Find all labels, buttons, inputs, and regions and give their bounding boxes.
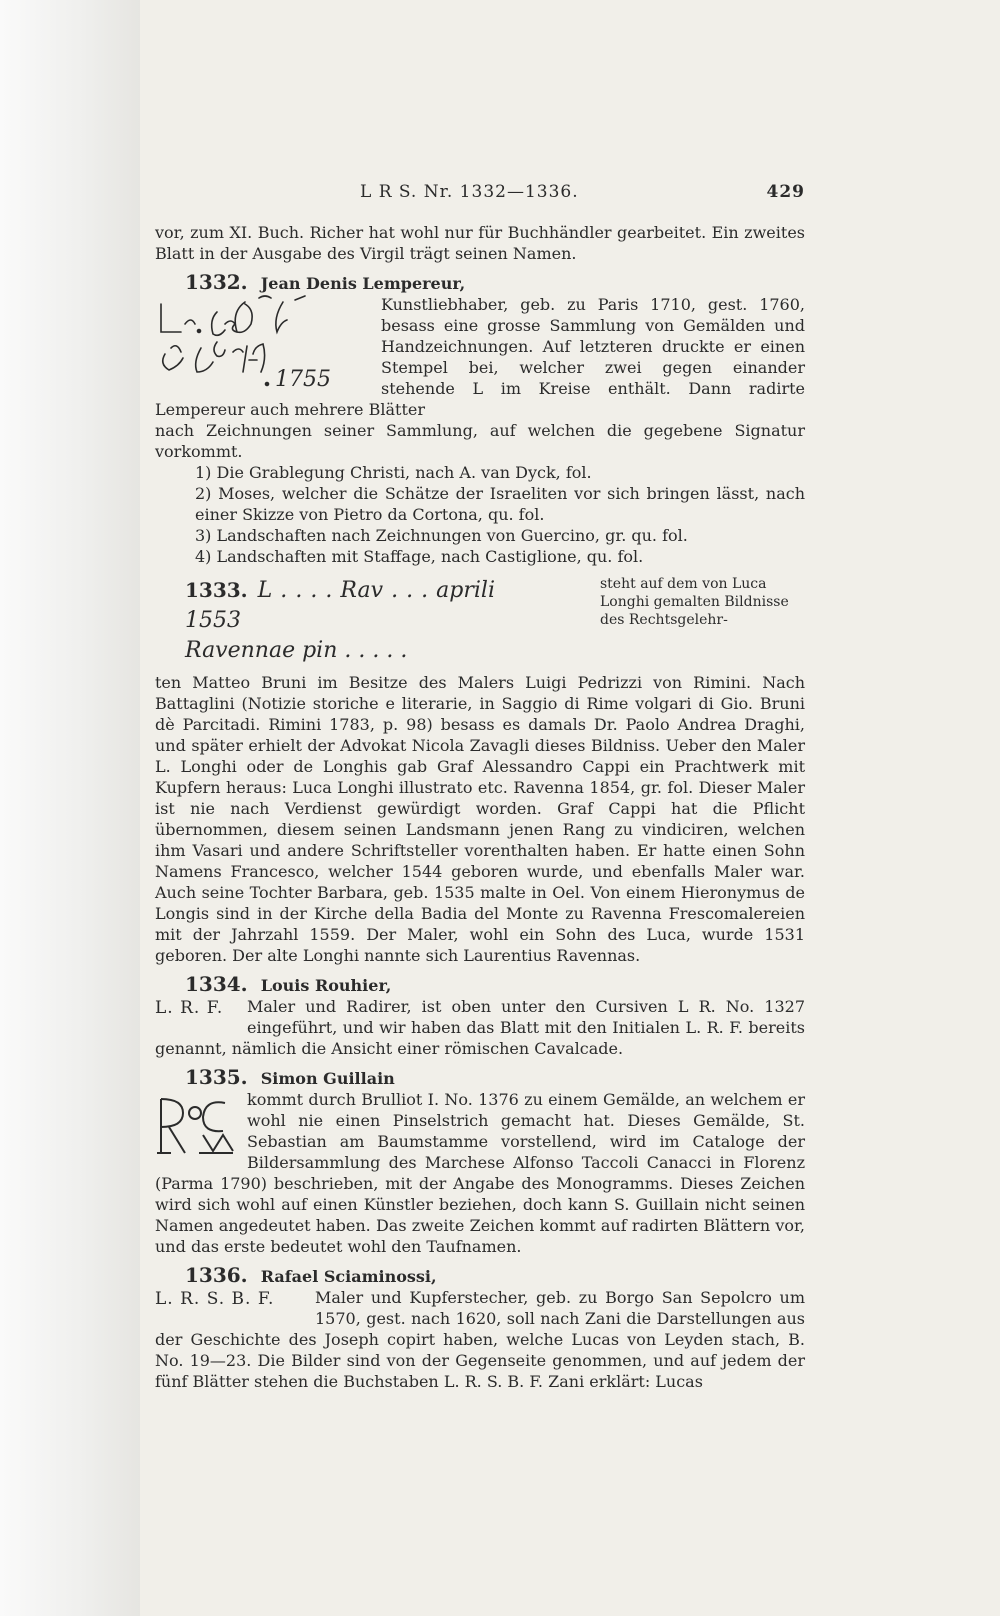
list-item: 2) Moses, welcher die Schätze der Israeliten vor sich bringen lässt, nach einer Skizze von Pietro da Cortona, qu. fol. <box>195 484 805 524</box>
ligature-monogram-icon <box>155 1091 237 1161</box>
page-gutter <box>0 0 140 1616</box>
artist-name: Jean Denis Lempereur, <box>260 274 466 293</box>
entry-1334 <box>155 974 805 1059</box>
entry-text: ten Matteo Bruni im Besitze des Malers Luigi Pedrizzi von Rimini. Nach Battaglini (Notizie storiche e literarie, in Saggio di Rime volgari di Gio. Bruni dè Parcitadi. Rimini 1783, p. 98) besass es damals Dr. Paolo Andrea Draghi, und später erhielt der Advokat Nicola Zavagli dieses Bildniss. Ueber den Maler L. Longhi oder de Longhis gab Graf Alessandro Cappi ein Prachtwerk mit Kupfern heraus: Luca Longhi illustrato etc. Ravenna 1854, gr. fol. Dieser Maler ist nie nach Verdienst gewürdigt worden. Graf Cappi hat die Pflicht übernommen, diesem seinen Landsmann jenen Rang zu vindiciren, welchen ihm Vasari und andere Schriftsteller vorenthalten haben. Er hatte einen Sohn Namens Francesco, welcher 1544 geboren wurde, und ebenfalls Maler war. Auch seine Tochter Barbara, geb. 1535 malte in Oel. Von einem Hieronymus de Longis sind in der Kirche della Badia del Monte zu Ravenna Frescomalereien mit der Jahrzahl 1559. Der Maler, wohl ein Sohn des Luca, wurde 1531 geboren. Der alte Longhi nannte sich Laurentius Ravennas. <box>155 673 805 965</box>
monogram-text: L. R. F. <box>155 998 224 1018</box>
entry-text: Kunstliebhaber, geb. zu Paris 1710, gest. 1760, besass eine grosse Sammlung von Gemälden und Handzeichnungen. Auf letzteren druckte er einen Stempel bei, welcher zwei gegen einander stehende L im Kreise enthält. Dann radirte Lempereur auch mehrere Blätter <box>155 295 805 419</box>
running-header <box>155 182 805 222</box>
intro-paragraph: vor, zum XI. Buch. Richer hat wohl nur für Buchhändler gearbeitet. Ein zweites Blatt in der Ausgabe des Virgil trägt seinen Namen. <box>155 223 805 263</box>
entry-number: 1336. <box>185 1263 248 1287</box>
entry-text: Maler und Kupferstecher, geb. zu Borgo San Sepolcro um 1570, gest. nach 1620, soll nach Zani die Darstellungen aus der Geschichte des Joseph copirt haben, welche Lucas von Leyden stach, B. No. 19—23. Die Bilder sind von der Gegenseite genommen, und auf jedem der fünf Blätter stehen die Buchstaben L. R. S. B. F. Zani erklärt: Lucas <box>155 1288 805 1391</box>
artist-name: Simon Guillain <box>260 1069 395 1088</box>
entry-1335 <box>155 1067 805 1257</box>
entry-text: kommt durch Brulliot I. No. 1376 zu einem Gemälde, an welchem er wohl nie einen Pinselstrich gemacht hat. Dieses Gemälde, St. Sebastian am Baumstamme vorstellend, wird im Cataloge der Bildersammlung des Marchese Alfonso Taccoli Canacci in Florenz (Parma 1790) beschrieben, mit der Angabe des Monogramms. Dieses Zeichen wird sich wohl auf einen Künstler beziehen, doch kann S. Guillain nicht seinen Namen angedeutet haben. Das zweite Zeichen kommt auf radirten Blättern vor, und das erste bedeutet wohl den Taufnamen. <box>155 1090 805 1256</box>
artist-name: Rafael Sciaminossi, <box>260 1267 437 1286</box>
entry-1332 <box>155 272 805 567</box>
artist-name: Louis Rouhier, <box>260 976 392 995</box>
signature-line-2: Ravennae pin . . . . . <box>185 638 408 663</box>
monogram-text: L. R. S. B. F. <box>155 1289 275 1309</box>
list-item: 4) Landschaften mit Staffage, nach Castiglione, qu. fol. <box>195 547 644 566</box>
signature-inscription <box>185 575 495 666</box>
monogram-image <box>155 1091 237 1161</box>
monogram-year: 1755 <box>275 367 331 392</box>
running-title: L R S. Nr. 1332—1336. <box>360 182 579 202</box>
entry-number: 1332. <box>185 270 248 294</box>
signature-note: steht auf dem von Luca Longhi gemalten Bildnisse des Rechtsgelehr- <box>600 576 789 628</box>
entry-number: 1333. <box>185 578 248 602</box>
page-content <box>155 182 805 1392</box>
handwritten-monogram-image <box>155 294 373 399</box>
signature-line-1: L . . . . Rav . . . aprili 1553 <box>185 578 495 633</box>
list-item: 3) Landschaften nach Zeichnungen von Guercino, gr. qu. fol. <box>195 526 688 545</box>
list-item: 1) Die Grablegung Christi, nach A. van Dyck, fol. <box>195 463 592 482</box>
page-number: 429 <box>766 182 805 202</box>
entry-1336 <box>155 1265 805 1392</box>
entry-1333 <box>155 575 805 966</box>
signature-block <box>155 575 805 666</box>
entry-text-continued: nach Zeichnungen seiner Sammlung, auf welchen die gegebene Signatur vorkommt. <box>155 421 805 461</box>
handwritten-signature-icon <box>155 294 373 399</box>
entry-number: 1335. <box>185 1065 248 1089</box>
entry-text: Maler und Radirer, ist oben unter den Cursiven L R. No. 1327 eingeführt, und wir haben das Blatt mit den Initialen L. R. F. bereits genannt, nämlich die Ansicht einer römischen Cavalcade. <box>155 997 805 1058</box>
entry-text-intro <box>470 274 475 293</box>
entry-number: 1334. <box>185 972 248 996</box>
